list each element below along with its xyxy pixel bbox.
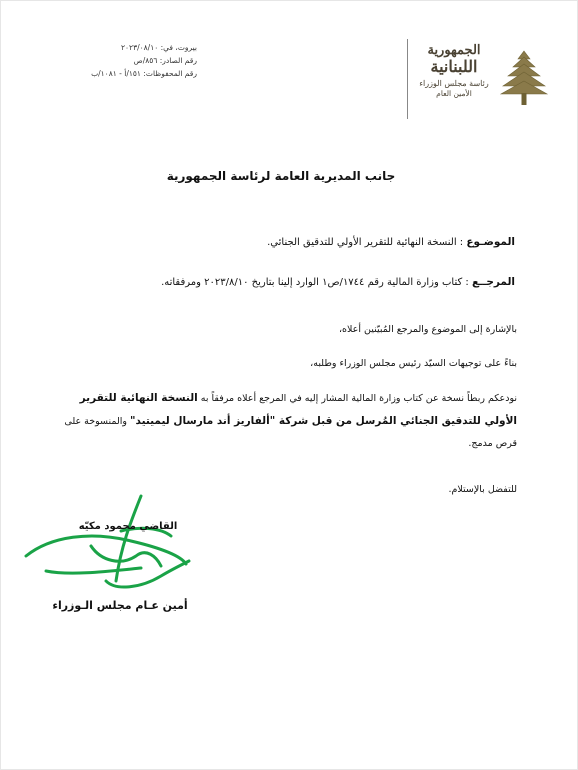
closing-line: للتفضل بالإستلام. (448, 484, 517, 495)
paragraph-3-bold: النسخة النهائية للتقرير الأولي للتدقيق الجنائي المُرسل من قبل شركة "ألفاريز أند مارسال ليميتيد" (79, 392, 517, 427)
signatory-title: أمين عـام مجلس الـوزراء (52, 599, 188, 612)
letterhead-text (415, 43, 493, 98)
reference-text: : كتاب وزارة المالية رقم ١٧٤٤/ص١ الوارد إلينا بتاريخ ٢٠٢٣/٨/١٠ ومرفقاته. (161, 277, 469, 288)
reference-block (67, 41, 197, 80)
signatory-name: القاضي محمود مكيّه (78, 521, 178, 532)
republic-line1: الجمهورية (427, 43, 481, 58)
paragraph-1: بالإشارة إلى الموضوع والمرجع المُبيّنين أعلاه، (338, 324, 517, 335)
paragraph-2: بناءً على توجيهات السيّد رئيس مجلس الوزراء وطلبه، (310, 358, 517, 369)
addressee-title: جانب المديرية العامة لرئاسة الجمهورية (166, 169, 396, 183)
outgoing-number-line: رقم الصادر: ٨٥٦/ص (133, 56, 197, 65)
cedar-icon (499, 49, 549, 109)
reference-label: المرجــع (471, 276, 515, 288)
subject-label: الموضـوع (466, 236, 515, 248)
handwritten-signature (21, 486, 196, 606)
secretary-general-line: الأمين العام (436, 89, 472, 98)
subject-line (267, 236, 515, 248)
date-line: بيروت، في: ٢٠٢٣/٠٨/١٠ (120, 43, 197, 52)
reference-line (161, 276, 515, 288)
republic-line2: اللبنانية (430, 57, 478, 76)
paragraph-3 (55, 387, 517, 455)
archive-number-line: رقم المحفوظات: ١٥١/أ - ١٠٨١/ب (91, 69, 197, 78)
presidency-line: رئاسة مجلس الوزراء (419, 79, 489, 88)
paragraph-3-part2: والمنسوخة على قرص مدمج. (64, 416, 517, 449)
header-divider (407, 39, 408, 119)
subject-text: : النسخة النهائية للتقرير الأولي للتدقيق الجنائي. (267, 237, 464, 248)
paragraph-3-part1: نودعكم ربطاً نسخة عن كتاب وزارة المالية المشار إليه في المرجع أعلاه مرفقاً به (200, 393, 517, 404)
